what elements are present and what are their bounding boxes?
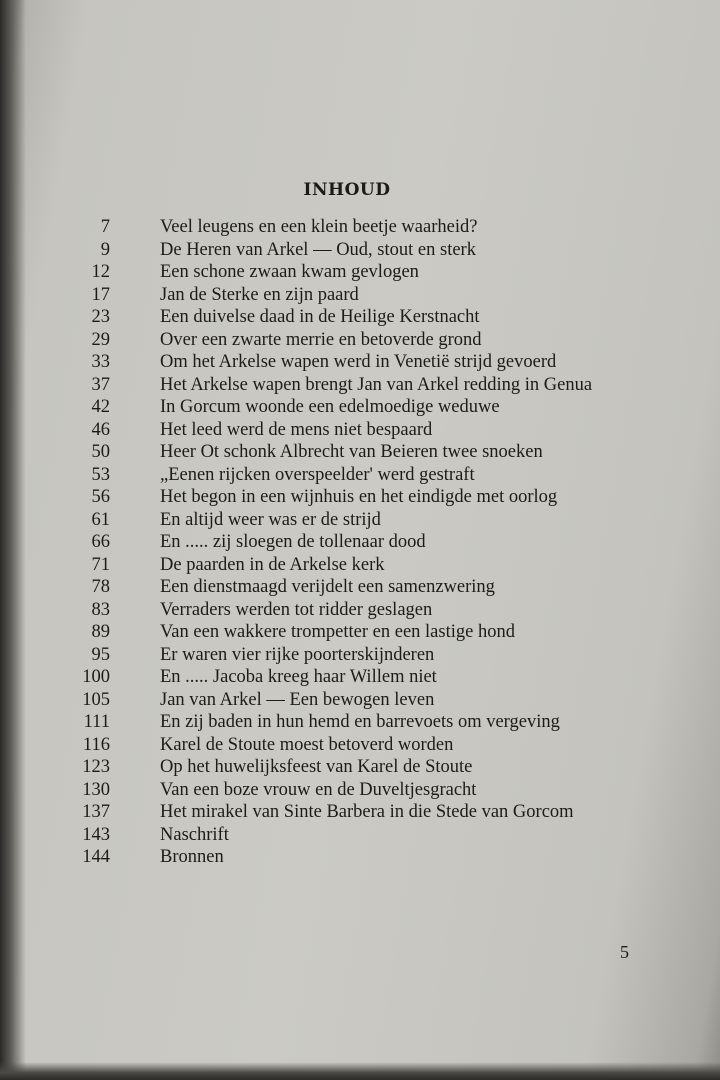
- toc-page-number: 143: [82, 824, 110, 845]
- toc-entry: [60, 734, 660, 757]
- toc-chapter-title: Verraders werden tot ridder geslagen: [160, 599, 433, 620]
- spine-shadow: [0, 0, 26, 1080]
- toc-page-number: 111: [83, 712, 110, 732]
- toc-page-number: 7: [100, 217, 110, 237]
- toc-page-number: 105: [82, 689, 110, 710]
- toc-entry: [60, 351, 660, 374]
- toc-entry: [60, 599, 660, 622]
- toc-entry: [60, 464, 660, 487]
- toc-entry: [60, 374, 660, 397]
- toc-entry: [60, 216, 660, 239]
- toc-entry: [60, 261, 660, 284]
- toc-page-number: 9: [100, 239, 110, 260]
- toc-chapter-title: „Eenen rijcken overspeelder' werd gestraft: [160, 464, 475, 485]
- toc-chapter-title: Het Arkelse wapen brengt Jan van Arkel redding in Genua: [160, 374, 593, 395]
- toc-page-number: 83: [91, 599, 110, 620]
- toc-page-number: 78: [91, 577, 110, 597]
- toc-chapter-title: Karel de Stoute moest betoverd worden: [160, 734, 454, 755]
- toc-chapter-title: Jan de Sterke en zijn paard: [160, 284, 359, 305]
- toc-page-number: 66: [91, 532, 110, 552]
- toc-entry: [60, 801, 660, 824]
- toc-chapter-title: Het leed werd de mens niet bespaard: [160, 419, 433, 440]
- toc-chapter-title: Een duivelse daad in de Heilige Kerstnacht: [160, 307, 480, 327]
- toc-entry: [60, 509, 660, 532]
- toc-chapter-title: In Gorcum woonde een edelmoedige weduwe: [160, 397, 500, 417]
- toc-entry: [60, 846, 660, 869]
- toc-page-number: 46: [91, 419, 110, 440]
- toc-page-number: 144: [82, 847, 110, 867]
- toc-entry: [60, 554, 660, 577]
- toc-chapter-title: Er waren vier rijke poorterskijnderen: [160, 644, 435, 665]
- toc-chapter-title: Een schone zwaan kwam gevlogen: [160, 262, 419, 282]
- toc-page-number: 89: [91, 622, 110, 642]
- toc-entry: [60, 306, 660, 329]
- toc-entry: [60, 666, 660, 689]
- toc-page-number: 17: [91, 284, 110, 305]
- toc-chapter-title: En altijd weer was er de strijd: [160, 509, 381, 530]
- toc-page-number: 53: [91, 464, 110, 485]
- page-bottom-edge: [0, 1062, 720, 1080]
- toc-chapter-title: Van een wakkere trompetter en een lastige hond: [160, 622, 515, 642]
- table-of-contents: [60, 216, 660, 869]
- toc-page-number: 116: [82, 734, 110, 755]
- toc-chapter-title: Om het Arkelse wapen werd in Venetië strijd gevoerd: [160, 352, 557, 372]
- toc-entry: [60, 531, 660, 554]
- page-title: INHOUD: [303, 180, 391, 200]
- toc-entry: [60, 239, 660, 262]
- toc-entry: [60, 486, 660, 509]
- toc-entry: [60, 576, 660, 599]
- toc-entry: [60, 711, 660, 734]
- toc-page-number: 100: [82, 667, 110, 687]
- toc-entry: [60, 689, 660, 712]
- toc-entry: [60, 284, 660, 307]
- toc-page-number: 37: [91, 374, 110, 395]
- toc-chapter-title: Heer Ot schonk Albrecht van Beieren twee snoeken: [160, 442, 543, 462]
- toc-entry: [60, 756, 660, 779]
- page-number: 5: [620, 942, 629, 962]
- toc-chapter-title: De paarden in de Arkelse kerk: [160, 554, 385, 575]
- toc-entry: [60, 621, 660, 644]
- toc-page-number: 56: [91, 487, 110, 507]
- toc-entry: [60, 329, 660, 352]
- toc-chapter-title: Naschrift: [160, 824, 229, 845]
- toc-entry: [60, 824, 660, 847]
- toc-page-number: 137: [82, 802, 110, 822]
- toc-entry: [60, 419, 660, 442]
- toc-chapter-title: Het begon in een wijnhuis en het eindigde met oorlog: [160, 487, 558, 507]
- toc-page-number: 29: [91, 329, 110, 350]
- toc-entry: [60, 779, 660, 802]
- toc-chapter-title: De Heren van Arkel — Oud, stout en sterk: [160, 239, 476, 260]
- toc-chapter-title: En zij baden in hun hemd en barrevoets om vergeving: [160, 712, 560, 732]
- toc-page-number: 130: [82, 779, 110, 800]
- toc-chapter-title: Jan van Arkel — Een bewogen leven: [160, 689, 435, 710]
- toc-page-number: 61: [91, 509, 110, 530]
- toc-page-number: 50: [91, 442, 110, 462]
- toc-entry: [60, 396, 660, 419]
- toc-page-number: 71: [91, 554, 110, 575]
- toc-chapter-title: Over een zwarte merrie en betoverde grond: [160, 329, 482, 350]
- toc-page-number: 42: [91, 397, 110, 417]
- toc-page-number: 23: [91, 307, 110, 327]
- toc-entry: [60, 441, 660, 464]
- toc-chapter-title: Veel leugens en een klein beetje waarheid?: [160, 217, 478, 237]
- toc-page-number: 33: [91, 352, 110, 372]
- toc-page-number: 95: [91, 644, 110, 665]
- toc-chapter-title: Een dienstmaagd verijdelt een samenzwering: [160, 577, 495, 597]
- toc-chapter-title: En ..... zij sloegen de tollenaar dood: [160, 532, 426, 552]
- toc-chapter-title: Het mirakel van Sinte Barbera in die Stede van Gorcom: [160, 802, 574, 822]
- toc-chapter-title: Van een boze vrouw en de Duveltjesgracht: [160, 779, 477, 800]
- toc-page-number: 12: [91, 262, 110, 282]
- toc-chapter-title: En ..... Jacoba kreeg haar Willem niet: [160, 667, 437, 687]
- toc-page-number: 123: [82, 757, 110, 777]
- toc-entry: [60, 644, 660, 667]
- toc-chapter-title: Bronnen: [160, 847, 224, 867]
- toc-chapter-title: Op het huwelijksfeest van Karel de Stoute: [160, 757, 473, 777]
